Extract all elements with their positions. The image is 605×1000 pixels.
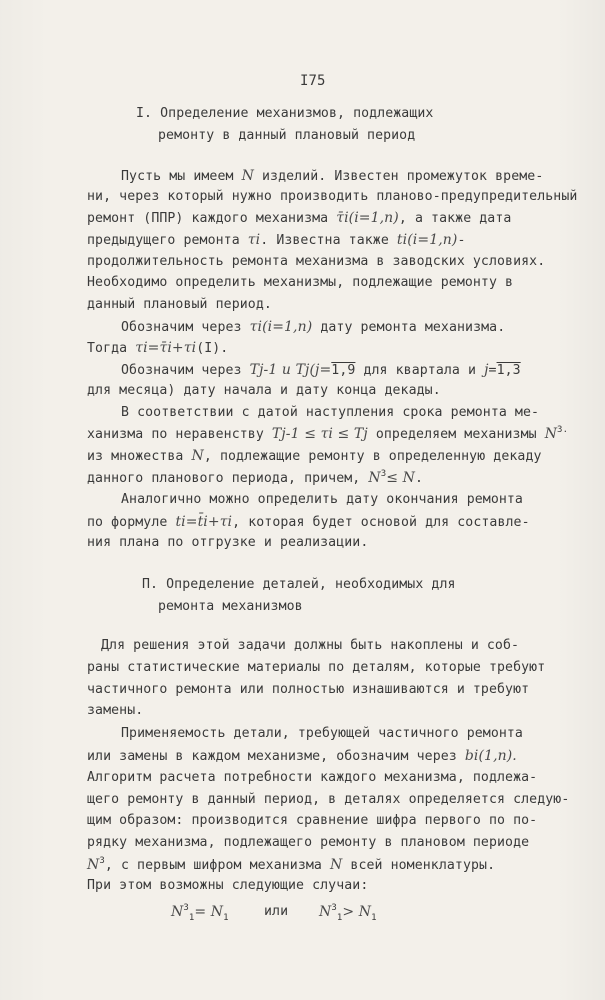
text-span: дату ремонта механизма. (312, 320, 506, 335)
subscript: 1 (336, 913, 343, 923)
handwritten-symbol: N (87, 857, 100, 873)
handwritten-formula: τi(i=1,n) (249, 319, 313, 335)
handwritten-symbol: τi (247, 232, 261, 248)
paragraph-1-line-7: данный плановый период. (87, 297, 272, 312)
handwritten-symbol: N (544, 426, 558, 442)
text-span: для квартала и (355, 363, 485, 378)
handwritten-symbol: N (171, 904, 184, 920)
paragraph-6-line-3: частичного ремонта или полностью изнашиваются и требуют (87, 682, 530, 697)
subscript: 1 (188, 913, 195, 923)
text-span: ханизма по неравенству (87, 427, 272, 442)
handwritten-formula: τi=τ̄i+τi (135, 340, 197, 356)
text-span: Обозначим через (121, 363, 250, 378)
case-or: или (264, 904, 289, 919)
text-span: , которая будет основой для составле- (232, 515, 530, 530)
paragraph-4-line-4 (87, 468, 423, 490)
text-span: изделий. Известен промежуток време- (253, 169, 544, 184)
text-span: (I). (196, 341, 229, 356)
paragraph-5-line-3: ния плана по отгрузке и реализации. (87, 535, 369, 550)
paragraph-7-line-7 (87, 855, 495, 877)
text-span: Пусть мы имеем (121, 169, 242, 184)
superscript: 3 (99, 856, 105, 866)
handwritten-symbol: N (368, 470, 381, 486)
paragraph-7-line-3: Алгоритм расчета потребности каждого механизма, подлежа- (87, 770, 538, 785)
handwritten-formula: ti=t̄i+τi (175, 514, 233, 530)
overlined-range: 1,3 (496, 363, 521, 378)
text-span: . Известна также (260, 233, 397, 248)
superscript: 3 (331, 903, 337, 913)
text-span: определяем механизмы (367, 427, 545, 442)
text-span: данного планового периода, причем, (87, 471, 369, 486)
paragraph-7-line-8: При этом возможны следующие случаи: (87, 878, 369, 893)
paragraph-7-line-6: рядку механизма, подлежащего ремонту в плановом периоде (87, 835, 530, 850)
paragraph-1-line-6: Необходимо определить механизмы, подлежащие ремонту в (87, 275, 514, 290)
paragraph-5-line-2 (87, 512, 530, 533)
handwritten-formula: > N (342, 904, 372, 920)
text-span: или замены в каждом механизме, обозначим через (87, 749, 465, 764)
paragraph-3-line-2: для месяца) дату начала и дату конца декады. (87, 383, 441, 398)
section-1-title-line-2: ремонту в данный плановый период (158, 128, 416, 143)
paragraph-7-line-2 (87, 746, 517, 767)
text-span: Тогда (87, 341, 136, 356)
section-2-title-line-1: П. Определение деталей, необходимых для (142, 577, 456, 592)
handwritten-symbol: N (319, 904, 332, 920)
paragraph-1-line-1 (121, 166, 543, 187)
paragraph-2-line-1 (121, 317, 505, 338)
text-span: , а также дата (398, 211, 512, 226)
paragraph-2-line-2 (87, 338, 228, 359)
handwritten-symbol: N (241, 168, 254, 184)
section-2-title-line-2: ремонта механизмов (158, 599, 303, 614)
text-span: всей номенклатуры. (342, 858, 496, 873)
text-span: по формуле (87, 515, 176, 530)
text-span: Обозначим через (121, 320, 250, 335)
text-span: - (457, 233, 466, 248)
paragraph-4-line-2 (87, 424, 568, 446)
paragraph-6-line-1: Для решения этой задачи должны быть накоплены и соб- (101, 638, 520, 653)
paragraph-5-line-1: Аналогично можно определить дату окончания ремонта (121, 492, 523, 507)
handwritten-symbol: N (191, 448, 204, 464)
paragraph-1-line-2: ни, через который нужно производить планово-предупредительный (87, 189, 578, 204)
text-span: . (415, 471, 424, 486)
paragraph-3-line-1 (121, 360, 521, 381)
text-span: предыдущего ремонта (87, 233, 248, 248)
superscript: 3 (183, 903, 189, 913)
section-1-title-line-1: I. Определение механизмов, подлежащих (136, 106, 434, 121)
text-span: , подлежащие ремонту в определенную декаду (203, 449, 542, 464)
case-greater (319, 902, 377, 924)
handwritten-formula: Tj-1 и Tj(j= (249, 362, 332, 378)
handwritten-formula: = N (194, 904, 224, 920)
paragraph-7-line-4: щего ремонту в данный период, в деталях определяется следую- (87, 792, 570, 807)
paragraph-6-line-4: замены. (87, 703, 144, 718)
paragraph-4-line-3 (87, 446, 542, 467)
handwritten-formula: ti(i=1,n) (396, 232, 458, 248)
paragraph-7-line-1: Применяемость детали, требующей частичного ремонта (121, 726, 523, 741)
paragraph-6-line-2: раны статистические материалы по деталям, которые требуют (87, 660, 546, 675)
superscript: 3. (557, 425, 569, 435)
paragraph-1-line-3 (87, 208, 511, 229)
handwritten-formula: bi(1,n). (464, 748, 517, 764)
handwritten-symbol: N (330, 857, 343, 873)
overlined-range: 1,9 (331, 363, 356, 378)
paragraph-1-line-5: продолжительность ремонта механизма в заводских условиях. (87, 254, 546, 269)
handwritten-formula: τ̄i(i=1,n) (336, 210, 399, 226)
handwritten-inequality: Tj-1 ≤ τi ≤ Tj (271, 426, 368, 442)
text-span: = (488, 363, 497, 378)
paragraph-1-line-4 (87, 230, 465, 251)
paragraph-4-line-1: В соответствии с датой наступления срока ремонта ме- (121, 405, 540, 420)
subscript: 1 (371, 913, 377, 923)
handwritten-symbol: j (484, 362, 489, 378)
superscript: 3 (380, 469, 387, 479)
text-span: ремонт (ППР) каждого механизма (87, 211, 337, 226)
subscript: 1 (223, 913, 229, 923)
case-equality (171, 902, 229, 924)
handwritten-inequality: ≤ N (386, 470, 416, 486)
page-number: I75 (300, 73, 326, 89)
text-span: из множества (87, 449, 192, 464)
paragraph-7-line-5: щим образом: производится сравнение шифра первого по по- (87, 813, 538, 828)
text-span: , с первым шифром механизма (104, 858, 330, 873)
